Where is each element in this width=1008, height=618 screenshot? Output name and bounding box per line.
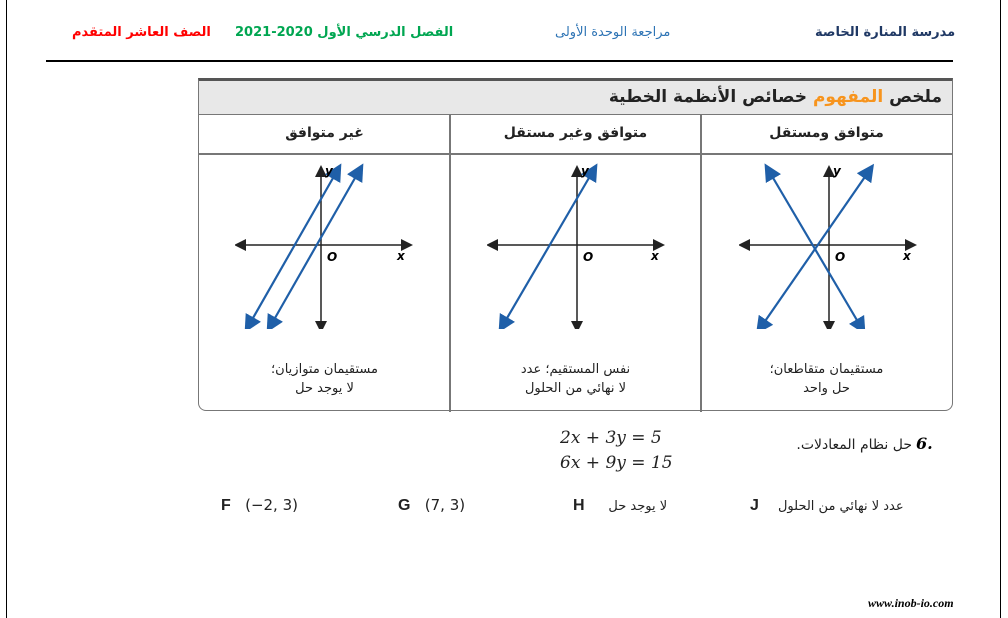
heading-inconsistent: غير متوافق bbox=[285, 125, 364, 141]
choice-g[interactable] bbox=[398, 496, 465, 515]
caption-line: لا نهائي من الحلول bbox=[524, 381, 627, 396]
x-axis-label: x bbox=[651, 249, 659, 263]
caption-line: مستقيمان متوازيان؛ bbox=[271, 362, 378, 377]
origin-label: O bbox=[583, 250, 594, 264]
y-axis-label: y bbox=[833, 164, 841, 178]
question-number: 6. bbox=[916, 434, 933, 453]
graph-parallel-lines bbox=[235, 159, 415, 329]
choice-letter: F bbox=[221, 497, 231, 514]
x-axis-label: x bbox=[397, 249, 405, 263]
choice-letter: G bbox=[398, 497, 411, 514]
choice-text: (7, 3) bbox=[424, 496, 466, 514]
unit-review-title: مراجعة الوحدة الأولى bbox=[555, 25, 671, 40]
equation-1: 2x + 3y = 5 bbox=[560, 428, 662, 448]
question-text: حل نظام المعادلات. bbox=[796, 437, 912, 453]
grade-label: الصف العاشر المتقدم bbox=[72, 25, 211, 40]
column-heading-divider bbox=[199, 153, 952, 155]
origin-label: O bbox=[327, 250, 338, 264]
website-url[interactable]: www.inob-io.com bbox=[868, 596, 954, 610]
y-axis-label: y bbox=[581, 164, 589, 178]
graph-same-line bbox=[487, 159, 667, 329]
concept-title-prefix: ملخص bbox=[889, 87, 942, 107]
school-name: مدرسة المنارة الخاصة bbox=[815, 25, 956, 40]
concept-title-highlight: المفهوم bbox=[812, 87, 884, 107]
parallel-line-1 bbox=[249, 171, 337, 325]
caption-line: لا يوجد حل bbox=[295, 381, 354, 396]
choice-letter: J bbox=[750, 497, 759, 514]
equation-2: 6x + 9y = 15 bbox=[560, 453, 673, 473]
term-label: الفصل الدرسي الأول 2020-2021 bbox=[235, 25, 454, 40]
coincident-line bbox=[503, 171, 593, 325]
choice-f[interactable] bbox=[221, 496, 298, 515]
choice-j[interactable] bbox=[750, 496, 904, 515]
caption-line: نفس المستقيم؛ عدد bbox=[520, 362, 631, 377]
page-border-right bbox=[1000, 0, 1001, 618]
y-axis-label: y bbox=[325, 164, 333, 178]
choice-letter: H bbox=[573, 497, 585, 514]
concept-title-bar bbox=[199, 81, 952, 115]
caption-line: حل واحد bbox=[803, 381, 850, 396]
choice-text: (−2, 3) bbox=[245, 496, 298, 514]
caption-inconsistent bbox=[199, 360, 450, 398]
x-axis-label: x bbox=[903, 249, 911, 263]
parallel-line-2 bbox=[271, 171, 359, 325]
graph-intersecting-lines bbox=[739, 159, 919, 329]
concept-title bbox=[609, 87, 942, 107]
header-divider bbox=[46, 60, 953, 62]
choice-h[interactable] bbox=[573, 496, 667, 515]
page-border-left bbox=[6, 0, 7, 618]
choice-text: عدد لا نهائي من الحلول bbox=[777, 499, 904, 514]
line-2 bbox=[761, 171, 869, 327]
caption-consistent-dependent bbox=[450, 360, 701, 398]
choice-text: لا يوجد حل bbox=[608, 499, 668, 514]
concept-title-rest: خصائص الأنظمة الخطية bbox=[608, 87, 808, 107]
origin-label: O bbox=[835, 250, 846, 264]
caption-consistent-independent bbox=[701, 360, 952, 398]
caption-line: مستقيمان متقاطعان؛ bbox=[769, 362, 884, 377]
heading-consistent-independent: متوافق ومستقل bbox=[769, 125, 884, 141]
concept-summary-box bbox=[198, 78, 953, 411]
heading-consistent-dependent: متوافق وغير مستقل bbox=[503, 125, 648, 141]
